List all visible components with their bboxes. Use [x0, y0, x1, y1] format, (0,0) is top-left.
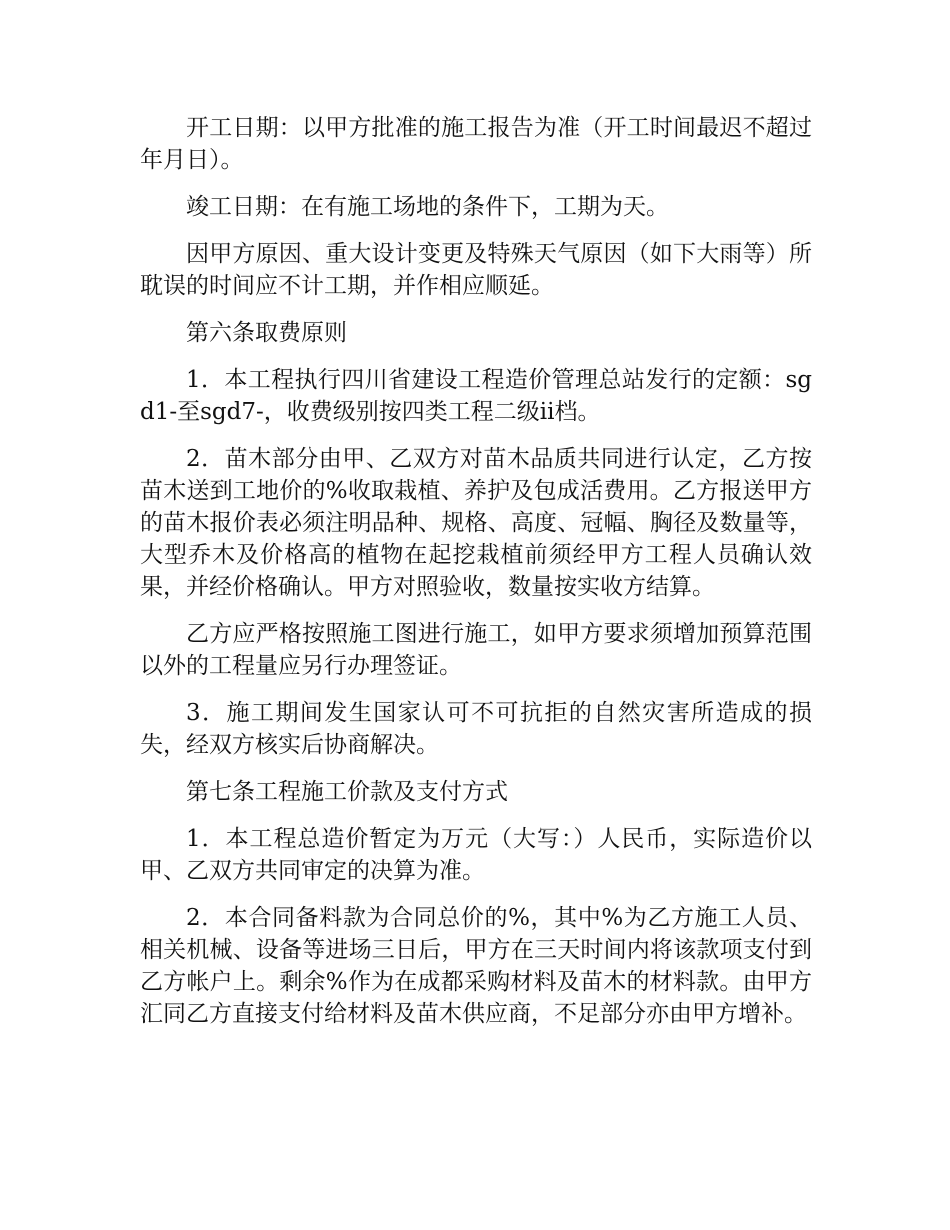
paragraph-article-7-item-1: 1．本工程总造价暂定为万元（大写：）人民币，实际造价以甲、乙双方共同审定的决算为准。	[140, 826, 812, 884]
paragraph-completion-date: 竣工日期：在有施工场地的条件下，工期为天。	[186, 194, 669, 220]
article-6-heading: 第六条取费原则	[186, 320, 347, 346]
paragraph-article-6-item-3: 3．施工期间发生国家认可不可抗拒的自然灾害所造成的损失，经双方核实后协商解决。	[140, 700, 812, 758]
paragraph-construction-drawings: 乙方应严格按照施工图进行施工，如甲方要求须增加预算范围以外的工程量应另行办理签证。	[140, 621, 812, 679]
article-7-heading: 第七条工程施工价款及支付方式	[186, 779, 508, 805]
document-body	[140, 112, 812, 1045]
paragraph-article-7-item-2: 2．本合同备料款为合同总价的%，其中%为乙方施工人员、相关机械、设备等进场三日后，甲方在三天时间内将该款项支付到乙方帐户上。剩余%作为在成都采购材料及苗木的材料款。由甲方汇同乙方直接支付给材料及苗木供应商，不足部分亦由甲方增补。	[140, 905, 812, 1027]
paragraph-delay-clause: 因甲方原因、重大设计变更及特殊天气原因（如下大雨等）所耽误的时间应不计工期，并作相应顺延。	[140, 241, 812, 299]
paragraph-article-6-item-1: 1．本工程执行四川省建设工程造价管理总站发行的定额：sgd1-至sgd7-，收费级别按四类工程二级ii档。	[140, 367, 812, 425]
paragraph-article-6-item-2: 2．苗木部分由甲、乙双方对苗木品质共同进行认定，乙方按苗木送到工地价的%收取栽植、养护及包成活费用。乙方报送甲方的苗木报价表必须注明品种、规格、高度、冠幅、胸径及数量等，大型乔木及价格高的植物在起挖栽植前须经甲方工程人员确认效果，并经价格确认。甲方对照验收，数量按实收方结算。	[140, 446, 812, 600]
paragraph-start-date: 开工日期：以甲方批准的施工报告为准（开工时间最迟不超过年月日）。	[140, 115, 812, 173]
